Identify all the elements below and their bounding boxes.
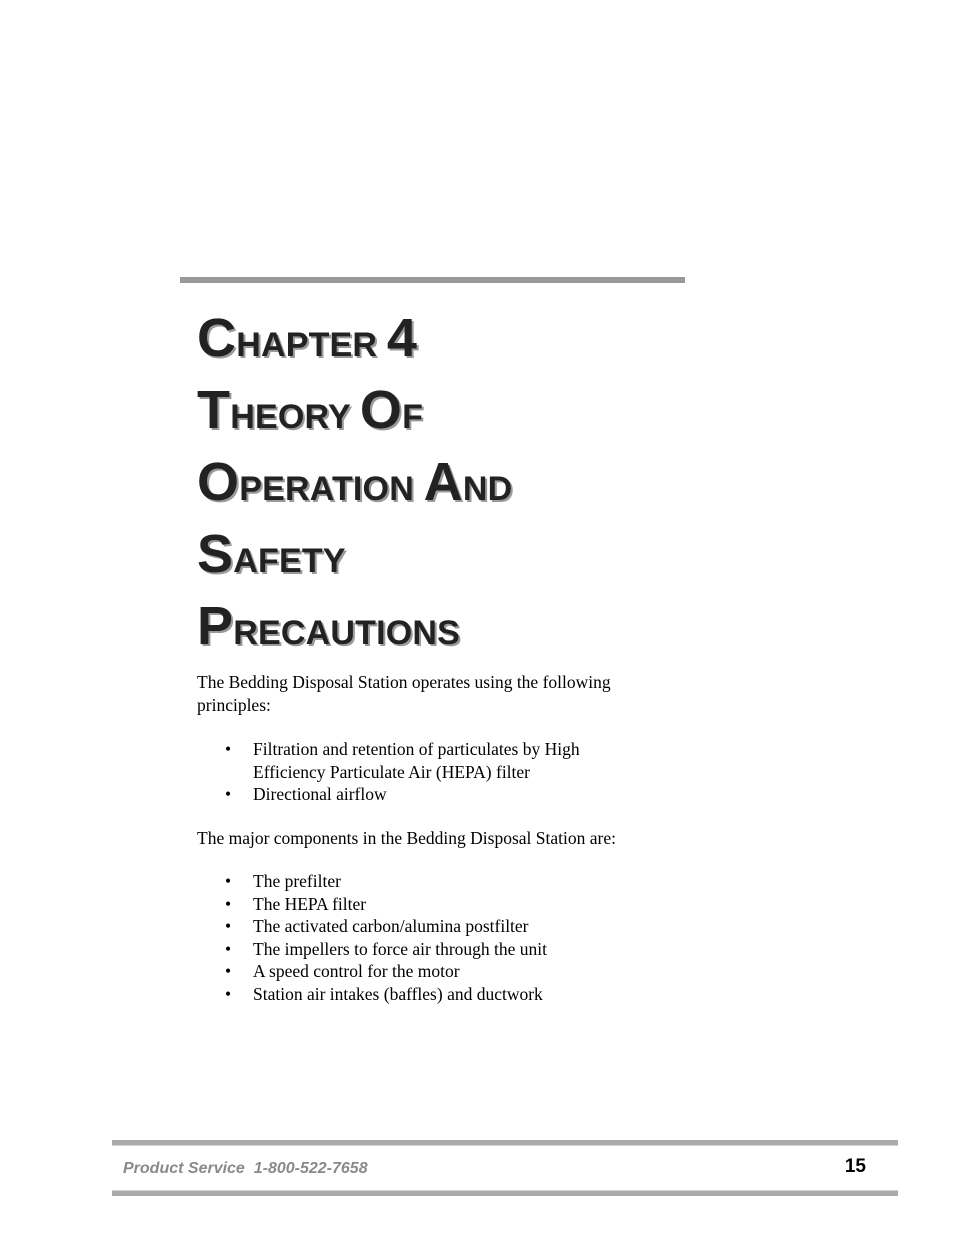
list-item bbox=[197, 783, 627, 806]
list-item-text: The impellers to force air through the unit bbox=[253, 938, 548, 959]
bullet-icon: • bbox=[225, 871, 232, 891]
chapter-title-line-3 bbox=[197, 450, 512, 522]
chapter-title-line-4 bbox=[197, 522, 512, 594]
intro-paragraph: The Bedding Disposal Station operates using the following principles: bbox=[197, 672, 611, 715]
title-word-rest: ND bbox=[462, 470, 513, 508]
footer-rule-bottom bbox=[112, 1190, 898, 1196]
bullet-icon: • bbox=[225, 893, 232, 914]
chapter-top-rule bbox=[180, 277, 685, 283]
footer-rule-top bbox=[112, 1140, 898, 1146]
title-word-cap: T bbox=[197, 380, 231, 440]
list-item bbox=[197, 960, 627, 983]
chapter-title bbox=[197, 306, 512, 666]
list-item bbox=[197, 870, 627, 893]
list-item-text: The activated carbon/alumina postfilter bbox=[253, 916, 529, 936]
chapter-title-line-1 bbox=[197, 306, 512, 378]
components-list bbox=[197, 870, 627, 1005]
bullet-icon: • bbox=[225, 784, 232, 804]
bullet-icon: • bbox=[225, 938, 232, 959]
bullet-icon: • bbox=[225, 961, 232, 981]
list-item bbox=[197, 915, 627, 938]
title-word-cap: S bbox=[197, 524, 234, 584]
title-word-rest: HAPTER bbox=[236, 326, 378, 364]
list-item-text: The HEPA filter bbox=[253, 893, 367, 914]
list-item-text: A speed control for the motor bbox=[253, 961, 460, 981]
title-word-cap: O bbox=[197, 452, 240, 512]
title-word-rest: HEORY bbox=[230, 398, 351, 436]
title-word-rest: F bbox=[402, 398, 424, 436]
title-word-cap: A bbox=[423, 452, 463, 512]
title-word-cap: O bbox=[359, 380, 403, 440]
list-item bbox=[197, 893, 627, 916]
list-item-text: Directional airflow bbox=[253, 784, 387, 804]
title-word-cap: P bbox=[197, 596, 234, 656]
components-intro-paragraph: The major components in the Bedding Disposal Station are: bbox=[197, 827, 616, 848]
title-word-rest: RECAUTIONS bbox=[233, 614, 461, 652]
chapter-title-line-5 bbox=[197, 594, 512, 666]
list-item bbox=[197, 938, 627, 961]
list-item bbox=[197, 983, 627, 1006]
footer-product-service: Product Service 1-800-522-7658 bbox=[123, 1160, 368, 1177]
list-item-text: Station air intakes (baffles) and ductwork bbox=[253, 983, 543, 1004]
title-word-cap: 4 bbox=[386, 308, 418, 368]
page-number: 15 bbox=[844, 1156, 866, 1177]
list-item bbox=[197, 738, 627, 783]
body-content bbox=[197, 671, 627, 1005]
bullet-icon: • bbox=[225, 739, 232, 759]
title-word-rest: AFETY bbox=[233, 542, 346, 580]
list-item-text: The prefilter bbox=[253, 871, 341, 891]
chapter-title-line-2 bbox=[197, 378, 512, 450]
title-word-cap: C bbox=[197, 308, 237, 368]
principles-list bbox=[197, 738, 627, 806]
bullet-icon: • bbox=[225, 916, 232, 936]
title-word-rest: PERATION bbox=[239, 470, 414, 508]
list-item-text: Filtration and retention of particulates by High Efficiency Particulate Air (HEPA) filter bbox=[253, 739, 580, 782]
bullet-icon: • bbox=[225, 983, 232, 1004]
